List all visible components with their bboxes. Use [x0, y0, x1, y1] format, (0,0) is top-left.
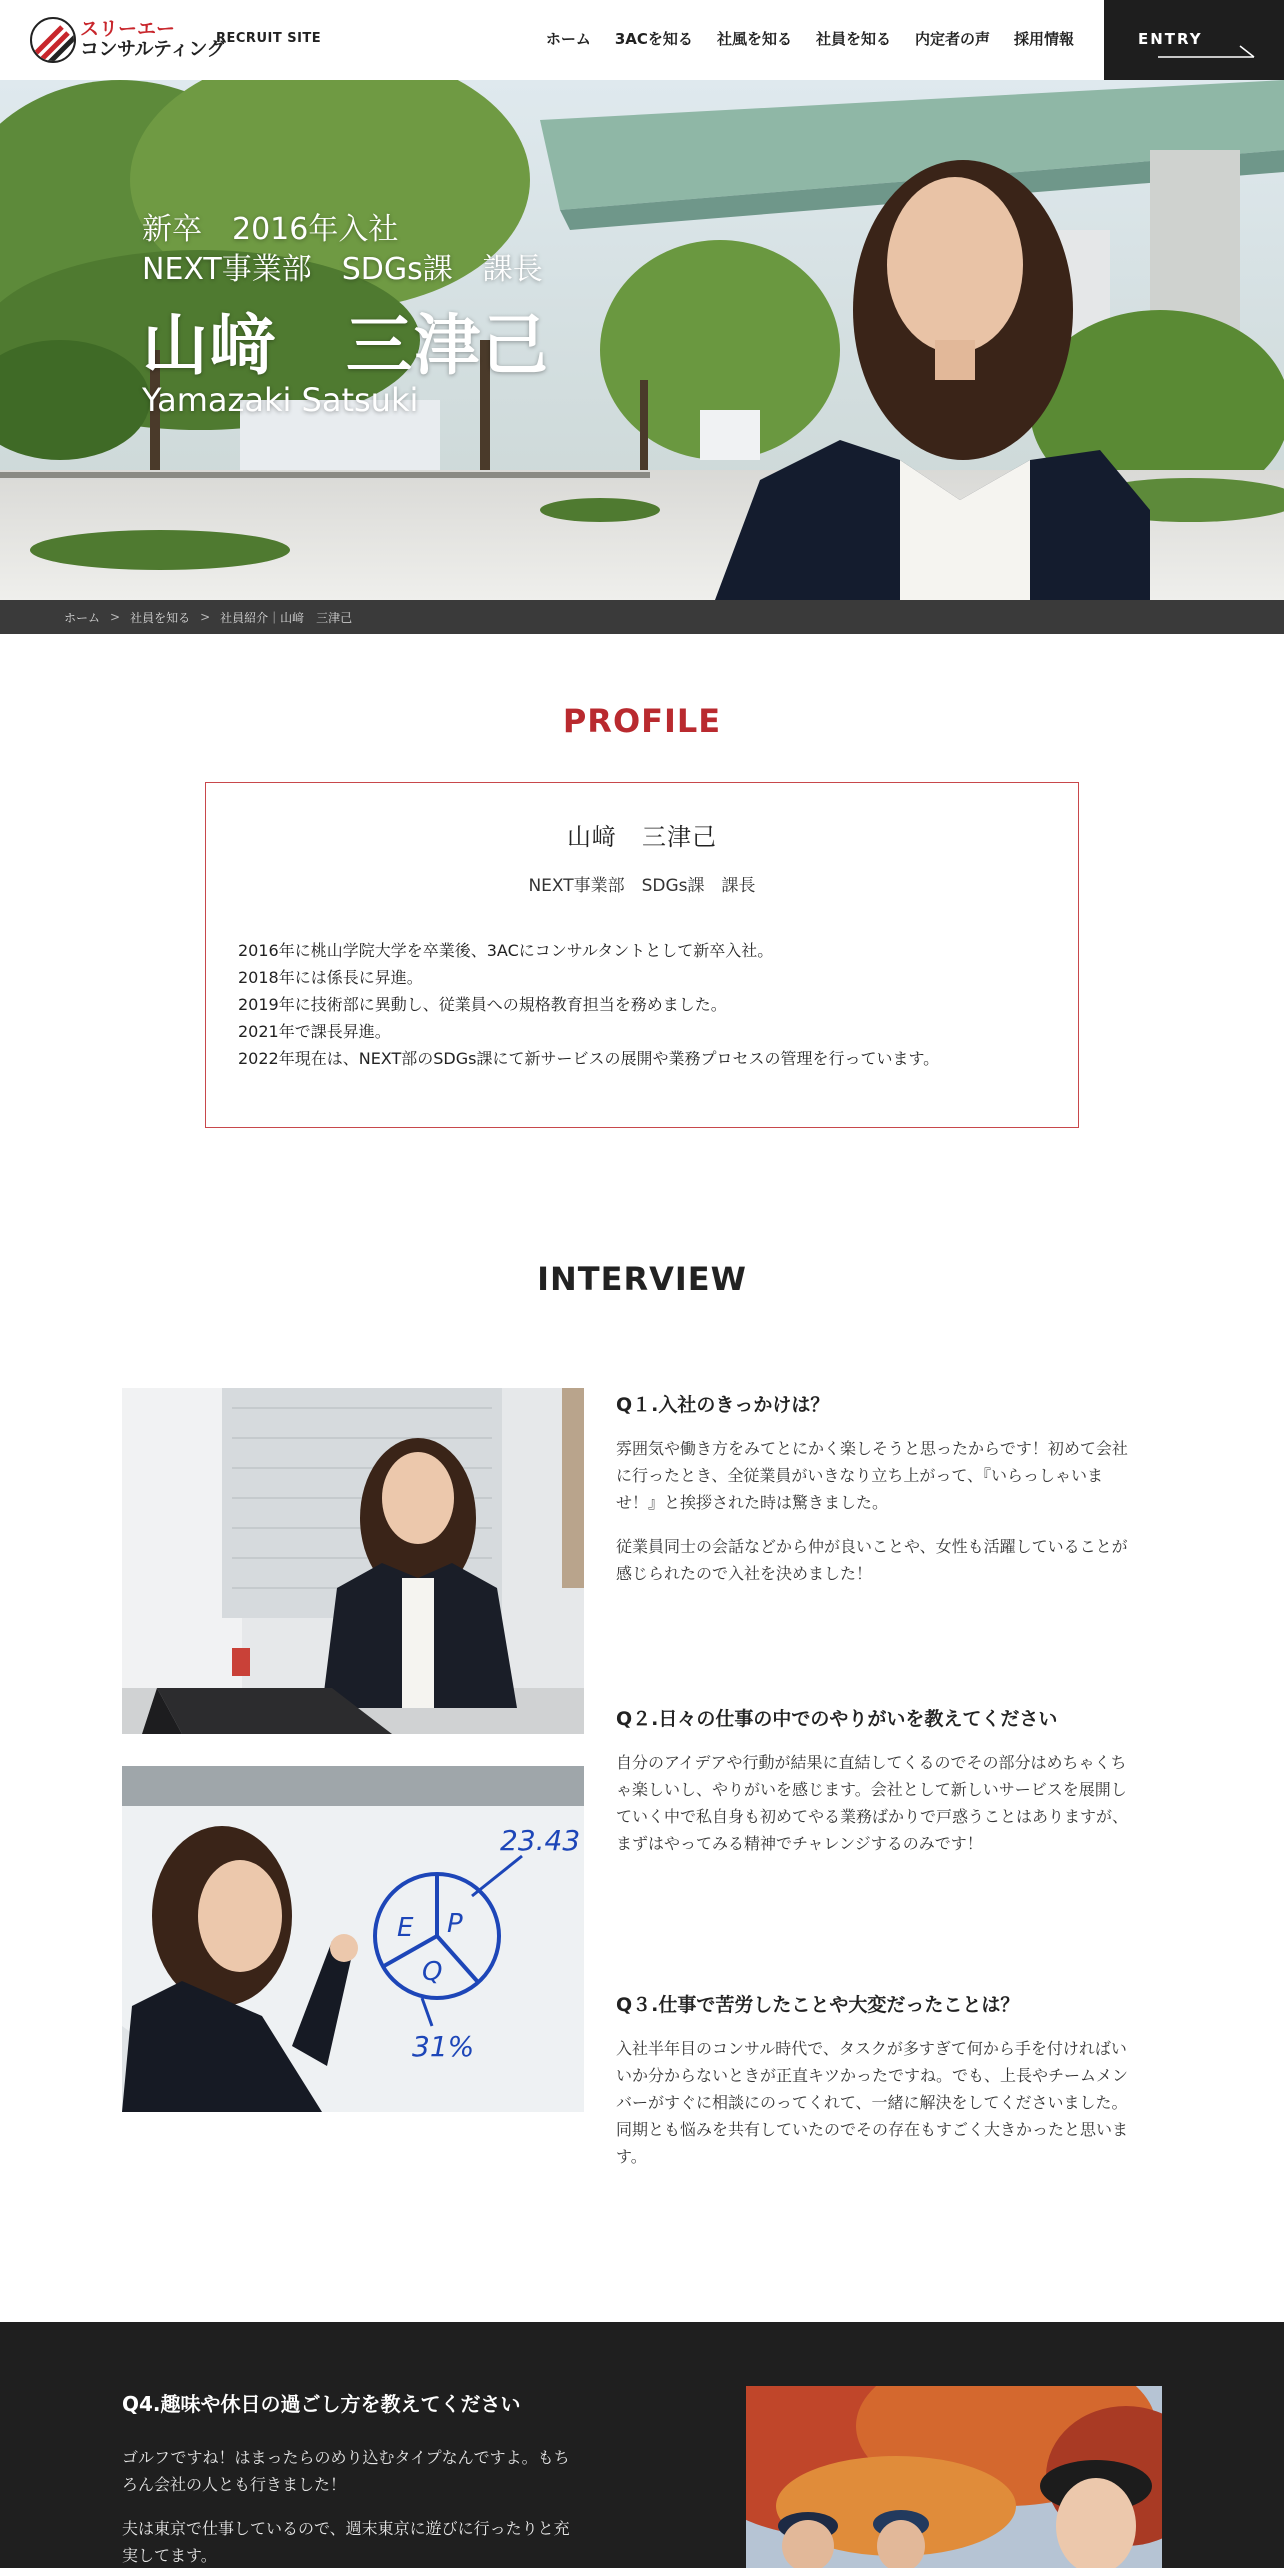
hero-employee-name-roman: Yamazaki Satsuki	[142, 381, 419, 419]
question-title: Q4.趣味や休日の過ごし方を教えてください	[122, 2392, 521, 2416]
nav-about-3ac[interactable]: 3ACを知る	[614, 30, 693, 48]
whiteboard-photo	[122, 1766, 584, 2112]
whiteboard-number: 23.43	[500, 1824, 581, 1857]
profile-history-line: 2018年には係長に昇進。	[238, 968, 423, 987]
question-title: Q１.入社のきっかけは？	[616, 1394, 830, 1416]
hero-join-year: 新卒 2016年入社	[142, 212, 399, 247]
profile-history-line: 2016年に桃山学院大学を卒業後、3ACにコンサルタントとして新卒入社。	[238, 941, 774, 960]
main-nav	[546, 28, 1074, 49]
whiteboard-label-q: Q	[422, 1957, 443, 1987]
whiteboard-percent: 31%	[412, 2030, 475, 2063]
nav-new-hires-voice[interactable]: 内定者の声	[914, 30, 990, 48]
hobby-section	[0, 2322, 1284, 2568]
logo-text-top: スリーエー	[80, 18, 176, 41]
hero-department: NEXT事業部 SDGs課 課長	[142, 252, 543, 287]
answer-paragraph: 自分のアイデアや行動が結果に直結してくるのでその部分はめちゃくちゃ楽しいし、やりがいを感じます。会社として新しいサービスを展開していく中で私自身も初めてやる業務ばかりで戸惑うことはありますが、まずはやってみる精神でチャレンジするのみです！	[616, 1753, 1129, 1853]
whiteboard-label-p: P	[447, 1909, 463, 1939]
profile-history	[238, 937, 939, 1072]
profile-history-line: 2021年で課長昇進。	[238, 1022, 391, 1041]
interview-heading: INTERVIEW	[537, 1260, 747, 1298]
hero-banner	[0, 80, 1284, 600]
nav-employees[interactable]: 社員を知る	[815, 30, 891, 48]
breadcrumb	[0, 600, 1284, 634]
profile-card	[205, 782, 1079, 1128]
breadcrumb-home[interactable]: ホーム	[64, 610, 101, 625]
logo-mark-icon	[30, 17, 76, 63]
breadcrumb-separator: >	[110, 610, 121, 624]
answer-paragraph: ゴルフですね！はまったらのめり込むタイプなんですよ。もちろん会社の人とも行きました！	[122, 2448, 570, 2494]
arrow-right-icon	[1158, 44, 1258, 60]
site-header	[0, 0, 1284, 80]
profile-heading: PROFILE	[562, 702, 722, 740]
question-title: Q３.仕事で苦労したことや大変だったことは？	[616, 1994, 1020, 2016]
hero-employee-name: 山﨑 三津己	[142, 307, 550, 384]
breadcrumb-employees[interactable]: 社員を知る	[130, 610, 191, 625]
profile-role: NEXT事業部 SDGs課 課長	[528, 876, 756, 896]
entry-label: ENTRY	[1138, 30, 1203, 48]
answer-paragraph: 雰囲気や働き方をみてとにかく楽しそうと思ったからです！初めて会社に行ったとき、全従業員がいきなり立ち上がって、『いらっしゃいませ！』と挨拶された時は驚きました。	[616, 1439, 1128, 1512]
question-title: Q２.日々の仕事の中でのやりがいを教えてください	[616, 1708, 1058, 1730]
nav-culture[interactable]: 社風を知る	[716, 30, 792, 48]
interview-q2	[616, 1704, 1128, 1857]
office-desk-photo	[122, 1388, 584, 1734]
answer-paragraph: 夫は東京で仕事しているので、週末東京に遊びに行ったりと充実してます。	[122, 2519, 570, 2565]
interview-q1	[616, 1390, 1128, 1587]
recruit-site-label: RECRUIT SITE	[216, 31, 322, 46]
breadcrumb-separator: >	[200, 610, 211, 624]
hero-text	[142, 210, 550, 420]
nav-home[interactable]: ホーム	[545, 30, 591, 48]
interview-q4-body	[122, 2444, 582, 2568]
whiteboard-label-e: E	[397, 1913, 414, 1943]
company-logo[interactable]	[30, 14, 225, 66]
nav-recruitment-info[interactable]: 採用情報	[1013, 30, 1074, 48]
golf-group-photo	[746, 2386, 1162, 2568]
profile-name: 山﨑 三津己	[567, 823, 717, 851]
interview-q3	[616, 1990, 1128, 2170]
answer-paragraph: 入社半年目のコンサル時代で、タスクが多すぎて何から手を付ければいいか分からないときが正直キツかったですね。でも、上長やチームメンバーがすぐに相談にのってくれて、一緒に解決をしてくださいました。 同期とも悩みを共有していたのでその存在もすごく大きかったと思います。	[616, 2039, 1129, 2166]
answer-paragraph: 従業員同士の会話などから仲が良いことや、女性も活躍していることが感じられたので入社を決めました！	[616, 1537, 1128, 1583]
profile-history-line: 2019年に技術部に異動し、従業員への規格教育担当を務めました。	[238, 995, 727, 1014]
logo-text-bottom: コンサルティング	[80, 38, 226, 60]
entry-button[interactable]	[1104, 0, 1284, 80]
profile-history-line: 2022年現在は、NEXT部のSDGs課にて新サービスの展開や業務プロセスの管理を行っています。	[238, 1049, 940, 1068]
breadcrumb-current: 社員紹介｜山﨑 三津己	[220, 610, 353, 625]
